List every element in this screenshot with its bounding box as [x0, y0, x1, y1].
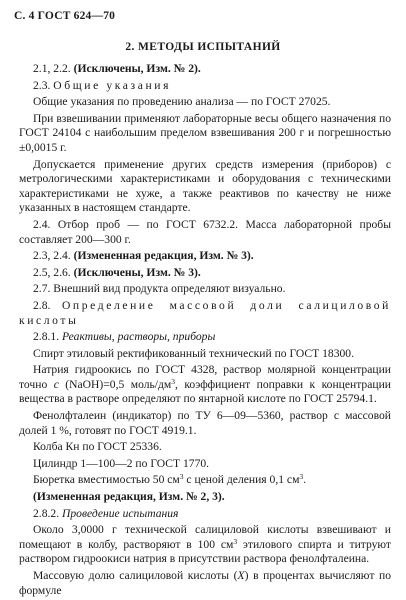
text-run: .: [303, 473, 307, 487]
clause-heading: Реактивы, растворы, приборы: [62, 330, 216, 344]
paragraph-procedure: [19, 523, 391, 567]
text-run: с ценой деления 0,1 см: [183, 473, 300, 487]
superscript: 3: [299, 472, 304, 482]
text-run: ) в процентах вычисляют по формуле: [19, 569, 391, 597]
clause-heading: Проведение испытания: [62, 506, 179, 520]
clause-text: (Исключены, Изм. № 2).: [73, 62, 201, 75]
paragraph-naoh: [19, 363, 391, 407]
clause-text: (Измененная редакция, Изм. № 3).: [73, 249, 254, 263]
clause-number: 2.3, 2.4.: [33, 249, 71, 263]
superscript: 3: [179, 472, 184, 482]
text-run: (NaOH)=0,5 моль/дм: [58, 377, 172, 391]
text-run: Массовую долю салициловой кислоты (: [33, 569, 238, 582]
paragraph-2-5: [19, 266, 391, 281]
text-run: c: [53, 377, 59, 391]
text-run: X: [237, 569, 245, 582]
paragraph-2-7: 2.7. Внешний вид продукта определяют визуально.: [33, 282, 286, 296]
paragraph-2-1: [19, 62, 391, 77]
superscript: 3: [171, 376, 175, 386]
document-body: [19, 62, 391, 600]
clause-heading: Определение массовой доли салициловой кислоты: [19, 298, 391, 327]
clause-number: 2.3.: [33, 78, 51, 92]
clause-number: 2.8.1.: [33, 330, 60, 344]
clause-heading: Общие указания: [53, 78, 172, 92]
paragraph-burette: [19, 473, 391, 488]
paragraph-flask: Колба Кн по ГОСТ 25336.: [33, 440, 162, 454]
section-title: 2. МЕТОДЫ ИСПЫТАНИЙ: [125, 41, 281, 53]
clause-number: 2.8.2.: [33, 506, 60, 520]
clause-number: 2.8.: [33, 298, 51, 312]
paragraph-phenolphthalein: Фенолфталеин (индикатор) по ТУ 6—09—5360, раствор с массовой долей 1 %, готовят по ГОСТ 4919.1.: [19, 409, 391, 437]
paragraph-amend-2-3: [19, 249, 391, 264]
paragraph-2-8-1: [19, 330, 391, 345]
text-run: Натрия гидроокись по ГОСТ 4328, раствор молярной концентрации точно: [19, 363, 391, 391]
paragraph-amend-2: (Измененная редакция, Изм. № 2, 3).: [33, 490, 225, 504]
paragraph-2-8: [19, 299, 391, 328]
page-header: С. 4 ГОСТ 624—70: [14, 10, 116, 22]
paragraph-spirit: Спирт этиловый ректификованный технический по ГОСТ 18300.: [33, 346, 355, 360]
superscript: 3: [233, 536, 238, 546]
paragraph-2-4: 2.4. Отбор проб — по ГОСТ 6732.2. Масса лабораторной пробы составляет 200—300 г.: [19, 217, 391, 246]
paragraph-formula-intro: [19, 569, 391, 598]
text-run: Бюретка вместимостью 50 см: [33, 473, 180, 487]
clause-text: (Исключены, Изм. № 3).: [73, 265, 201, 279]
paragraph-general: Общие указания по проведению анализа — по ГОСТ 27025.: [33, 95, 331, 109]
text-run: , коэффициент поправки к концентрации вещества в растворе определяют по янтарной кислоте по ГОСТ 25794.1.: [19, 377, 391, 406]
paragraph-weighing: При взвешивании применяют лабораторные весы общего назначения по ГОСТ 24104 с наибольшим пределом взвешивания 200 г и погрешностью ±0,0015 г.: [19, 111, 391, 154]
text-run: Около 3,0000 г технической салициловой кислоты взвешивают и помещают в колбу, растворяют в 100 см: [19, 523, 391, 551]
paragraph-2-3: [19, 79, 391, 94]
paragraph-cylinder: Цилиндр 1—100—2 по ГОСТ 1770.: [33, 456, 210, 470]
paragraph-allowed: Допускается применение других средств измерения (приборов) с метрологическими характеристиками и оборудования с техническими характеристиками не хуже, а также реактивов по качеству не ниже указанных в настоящем стандарте.: [19, 157, 391, 215]
clause-number: 2.5, 2.6.: [33, 265, 71, 279]
paragraph-2-8-2: [19, 507, 391, 522]
text-run: этилового спирта и титруют раствором гидроокиси натрия в присутствии раствора фенолфталеина.: [19, 537, 391, 566]
clause-number: 2.1, 2.2.: [33, 62, 71, 75]
